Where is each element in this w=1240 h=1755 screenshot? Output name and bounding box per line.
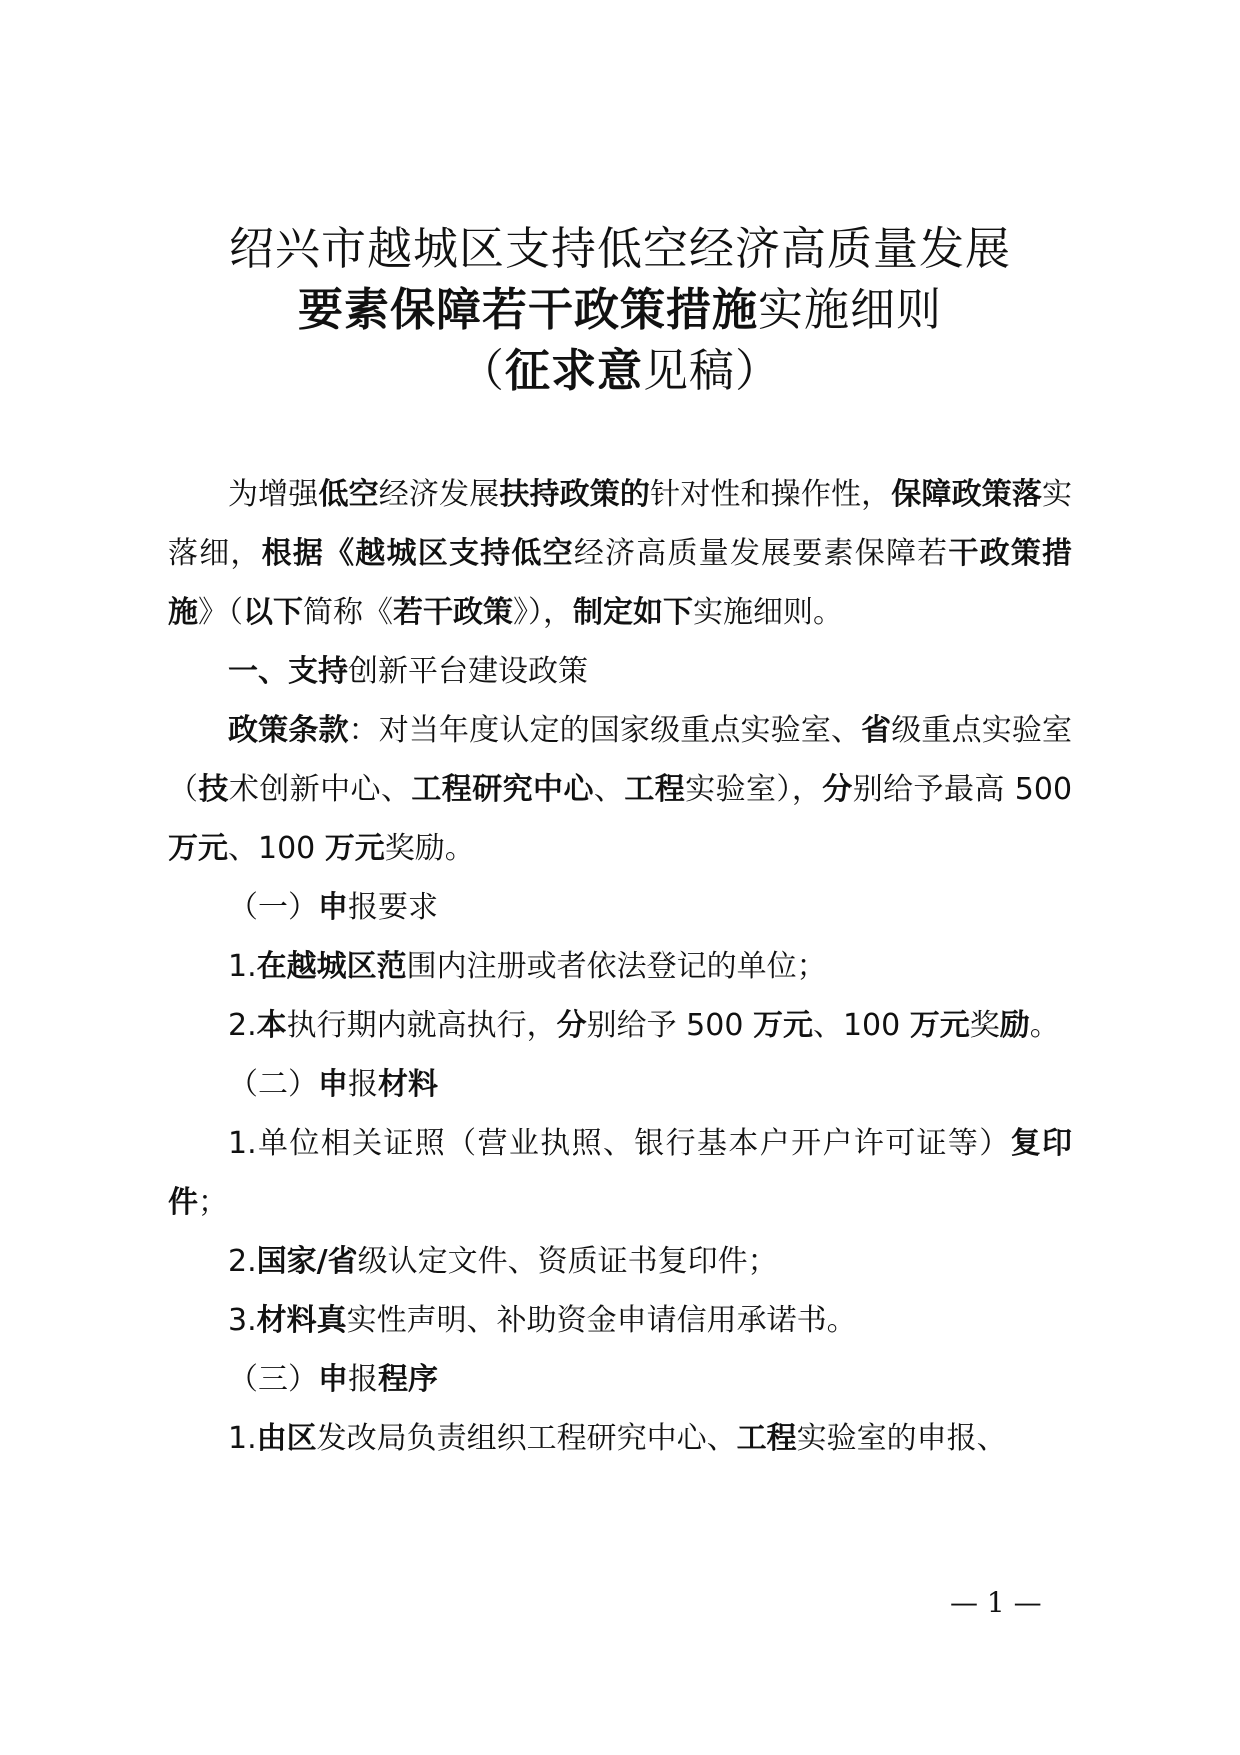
text-run: 材料 <box>378 1067 438 1102</box>
title-line-2-bold: 要素保障若干政策措施 <box>297 283 758 336</box>
text-run: 工程 <box>736 1421 797 1456</box>
text-run: 术创新中心、 <box>228 772 412 807</box>
material-item-2 <box>168 1232 1072 1291</box>
material-item-3 <box>168 1291 1072 1350</box>
text-run: 级认定文件、资质证书复印件； <box>357 1244 778 1279</box>
text-run: 技 <box>198 772 229 807</box>
subheading-requirements <box>168 878 1072 937</box>
text-run: 扶持政策的 <box>499 477 651 512</box>
text-run: （一） <box>228 890 318 925</box>
text-run: 实性声明、补助资金申请信用承诺书。 <box>346 1303 857 1338</box>
title-line-3 <box>0 340 1240 401</box>
text-run: 万元 <box>752 1008 813 1043</box>
text-run: 复印件 <box>168 1126 1073 1220</box>
text-run: 万元 <box>909 1008 970 1043</box>
requirement-item-1 <box>168 937 1072 996</box>
text-run: 制定如下 <box>573 595 693 630</box>
text-run: 保障政策落 <box>891 477 1043 512</box>
text-run: 级重点实验室（ <box>168 713 1073 807</box>
title-line-2 <box>0 279 1240 340</box>
title-line-2-rest: 实施细则 <box>758 283 943 336</box>
text-run: 申 <box>318 1362 348 1397</box>
text-run: 实落细， <box>168 477 1073 571</box>
intro-paragraph <box>168 465 1072 642</box>
title-line-3-bold: 征求意 <box>504 344 643 397</box>
text-run: 工程研究中心 <box>411 772 594 807</box>
text-run: 、100 <box>228 831 325 866</box>
text-run: 创新平台建设政策 <box>348 654 588 689</box>
text-run: 低空 <box>318 477 379 512</box>
text-run: 励 <box>999 1008 1030 1043</box>
document-body <box>168 465 1072 1468</box>
text-run: 工程 <box>624 772 686 807</box>
text-run: 万元 <box>168 831 228 866</box>
text-run: 3. <box>228 1303 257 1338</box>
text-run: （二） <box>228 1067 318 1102</box>
text-run: 分 <box>556 1008 587 1043</box>
text-run: 简称《 <box>303 595 393 630</box>
title-line-1 <box>0 218 1240 279</box>
text-run: ：对当年度认定的国家级重点实验室、 <box>348 713 862 748</box>
text-run: 在越城区范 <box>256 949 407 984</box>
document-title <box>0 218 1240 401</box>
text-run: 国家/省 <box>256 1244 358 1279</box>
text-run: 》（ <box>198 595 243 630</box>
text-run: 经济高质量发展要素保障若 <box>573 536 949 571</box>
text-run: 干政策措施 <box>168 536 1073 630</box>
text-run: 申 <box>318 1067 348 1102</box>
text-run: 实施细则。 <box>693 595 843 630</box>
text-run: 若干政策 <box>393 595 513 630</box>
text-run: 一、支持 <box>228 654 348 689</box>
procedure-item-1 <box>168 1409 1072 1468</box>
text-run: 2. <box>228 1008 257 1043</box>
text-run: 万元 <box>324 831 385 866</box>
text-run: 政策条款 <box>228 713 349 748</box>
text-run: 材料真 <box>256 1303 347 1338</box>
text-run: 实验室的申报、 <box>796 1421 1007 1456</box>
text-run: 报 <box>348 1362 378 1397</box>
text-run: 1. <box>228 949 257 984</box>
text-run: 实验室）， <box>685 772 823 807</box>
text-run: 以下 <box>243 595 303 630</box>
page-number: — 1 — <box>950 1586 1042 1619</box>
text-run: 报要求 <box>348 890 438 925</box>
text-run: 省 <box>861 713 892 748</box>
text-run: 、 <box>593 772 625 807</box>
text-run: 为增强 <box>228 477 319 512</box>
text-run: 申 <box>318 890 348 925</box>
text-run: 、100 <box>812 1008 910 1043</box>
requirement-item-2 <box>168 996 1072 1055</box>
text-run: 别给予最高 500 <box>852 772 1073 807</box>
text-run: 奖励。 <box>384 831 475 866</box>
section-heading-1 <box>168 642 1072 701</box>
text-run: 1. <box>228 1421 257 1456</box>
text-run: 2. <box>228 1244 257 1279</box>
text-run: 别给予 500 <box>586 1008 753 1043</box>
text-run: ； <box>198 1185 228 1220</box>
text-run: 报 <box>348 1067 378 1102</box>
text-run: 根据《越城区支持低空 <box>261 536 574 571</box>
subheading-procedure <box>168 1350 1072 1409</box>
text-run: 执行期内就高执行， <box>286 1008 557 1043</box>
text-run: 本 <box>256 1008 287 1043</box>
text-run: 分 <box>822 772 853 807</box>
title-line-3-rest: 见稿） <box>643 344 782 397</box>
text-run: （三） <box>228 1362 318 1397</box>
material-item-1 <box>168 1114 1072 1232</box>
text-run: 奖 <box>969 1008 1000 1043</box>
subheading-materials <box>168 1055 1072 1114</box>
policy-clause-paragraph <box>168 701 1072 878</box>
text-run: 由区 <box>256 1421 317 1456</box>
title-line-3-open: （ <box>458 344 505 397</box>
text-run: 针对性和操作性， <box>650 477 892 512</box>
text-run: 》）， <box>513 595 573 630</box>
text-run: 发改局负责组织工程研究中心、 <box>316 1421 737 1456</box>
text-run: 围内注册或者依法登记的单位； <box>406 949 827 984</box>
text-run: 程序 <box>378 1362 438 1397</box>
text-run: 经济发展 <box>378 477 500 512</box>
text-run: 1.单位相关证照（营业执照、银行基本户开户许可证等） <box>228 1126 1011 1161</box>
title-line-1-text: 绍兴市越城区支持低空经济高质量发展 <box>228 222 1011 275</box>
text-run: 。 <box>1029 1008 1060 1043</box>
